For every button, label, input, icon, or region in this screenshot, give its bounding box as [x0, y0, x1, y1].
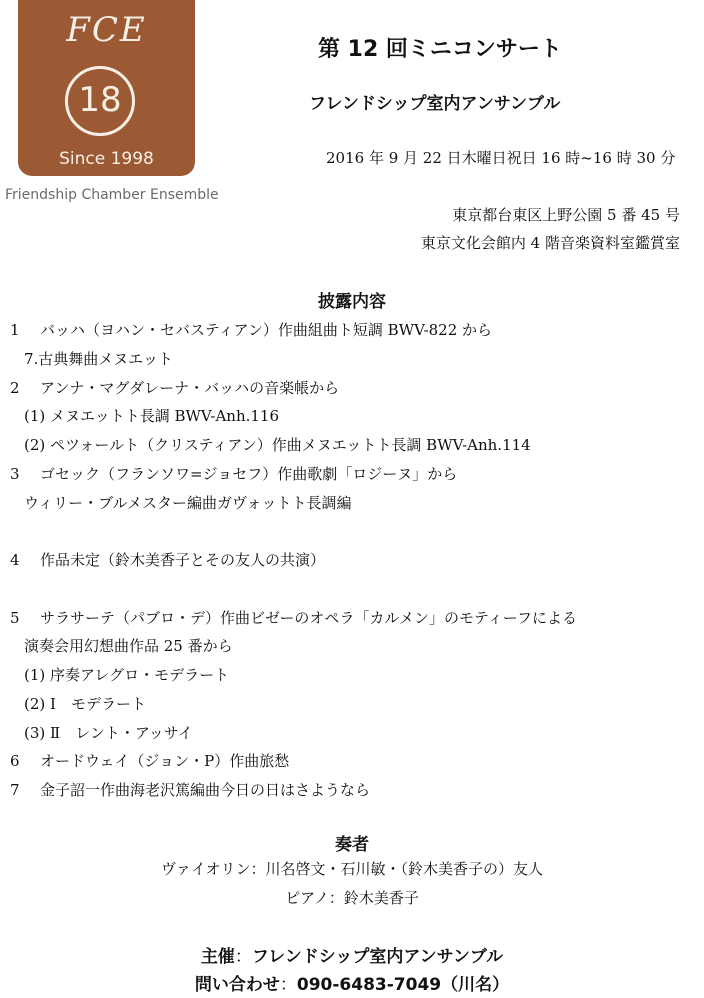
program-line	[10, 575, 690, 604]
logo-caption: Friendship Chamber Ensemble	[5, 187, 219, 203]
program-heading: 披露内容	[318, 292, 386, 312]
program-item-number: 4	[10, 551, 20, 569]
program-line	[10, 489, 690, 518]
program-item-text: (2) Ⅰ モデラート	[24, 694, 146, 713]
program-item-number: 5	[10, 608, 20, 627]
organizer-label: 主催	[200, 947, 235, 967]
logo-anniversary-number: 18	[65, 66, 135, 136]
program-line	[10, 546, 690, 575]
program-line	[10, 431, 690, 460]
ensemble-logo	[18, 0, 195, 176]
program-line	[10, 632, 690, 661]
program-item-text: 作品未定（鈴木美香子とその友人の共演）	[40, 551, 326, 569]
performers-violin: ヴァイオリン：川名啓文・石川敏・（鈴木美香子の）友人	[161, 860, 543, 878]
program-item-number: 2	[10, 378, 20, 397]
program-line	[10, 604, 690, 633]
program-item-text: オードウェイ（ジョン・P）作曲旅愁	[40, 752, 290, 771]
program-item-number: 1	[10, 321, 20, 339]
program-line	[10, 661, 690, 690]
program-line	[10, 316, 690, 345]
program-item-text: アンナ・マグダレーナ・バッハの音楽帳から	[40, 378, 340, 397]
program-item-text: (2) ペツォールト（クリスティアン）作曲メヌエットト長調 BWV-Anh.114	[24, 436, 531, 454]
program-line	[10, 460, 690, 489]
program-line	[10, 690, 690, 719]
program-line	[10, 345, 690, 374]
program-item-text: (1) メヌエットト長調 BWV-Anh.116	[24, 407, 280, 426]
program-item-text: 7.古典舞曲メヌエット	[24, 349, 174, 368]
program-list	[10, 316, 690, 805]
organizer-line	[0, 942, 704, 967]
concert-title: 第 12 回ミニコンサート	[318, 37, 562, 62]
program-line	[10, 374, 690, 403]
program-line	[10, 747, 690, 776]
program-item-text: 金子詔一作曲海老沢篤編曲今日の日はさようなら	[40, 781, 371, 799]
venue-address: 東京都台東区上野公園 5 番 45 号	[452, 206, 680, 224]
venue-room: 東京文化会館内 4 階音楽資料室鑑賞室	[420, 234, 680, 252]
program-item-text: (3) Ⅱ レント・アッサイ	[24, 723, 193, 742]
program-item-text: (1) 序奏アレグロ・モデラート	[24, 666, 230, 684]
performers-piano: ピアノ：鈴木美香子	[285, 889, 419, 907]
program-item-number: 7	[10, 781, 20, 799]
program-line	[10, 719, 690, 748]
program-item-text: 演奏会用幻想曲作品 25 番から	[24, 637, 233, 656]
program-line	[10, 776, 690, 805]
program-item-number: 6	[10, 752, 20, 771]
logo-monogram: FCE	[66, 10, 147, 50]
program-item-number: 3	[10, 464, 20, 483]
contact-label: 問い合わせ	[194, 975, 280, 995]
ensemble-name: フレンドシップ室内アンサンブル	[309, 94, 561, 114]
contact-phone: 090-6483-7049（川名）	[296, 975, 510, 995]
organizer-separator: ：	[234, 947, 252, 967]
performers-heading: 奏者	[335, 835, 369, 855]
program-line	[10, 402, 690, 431]
organizer-name: フレンドシップ室内アンサンブル	[251, 947, 504, 967]
program-item-text: サラサーテ（パブロ・デ）作曲ビゼーのオペラ「カルメン」のモティーフによる	[40, 608, 578, 627]
contact-separator: ：	[279, 975, 297, 995]
program-item-text: ウィリー・ブルメスター編曲ガヴォットト長調編	[24, 493, 352, 512]
concert-date: 2016 年 9 月 22 日木曜日祝日 16 時~16 時 30 分	[326, 149, 676, 167]
program-item-text: ゴセック（フランソワ=ジョセフ）作曲歌劇「ロジーヌ」から	[40, 464, 458, 483]
logo-since-text: Since 1998	[59, 149, 154, 169]
program-line	[10, 517, 690, 546]
program-item-text: バッハ（ヨハン・セバスティアン）作曲組曲ト短調 BWV-822 から	[40, 321, 493, 339]
contact-line	[0, 970, 704, 995]
